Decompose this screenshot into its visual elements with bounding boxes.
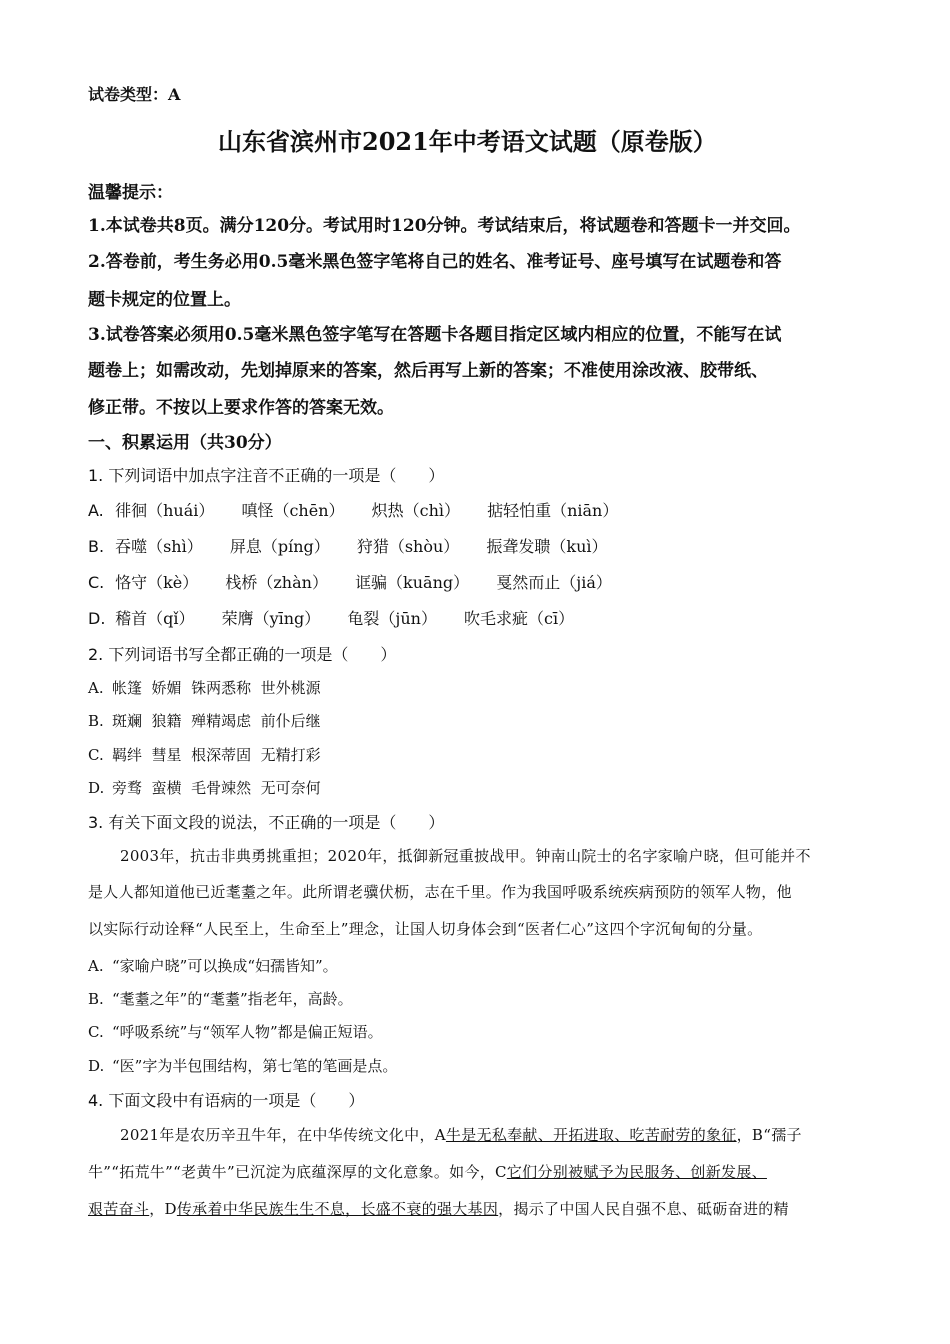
option-word: 嗔怪（chēn） [241, 501, 345, 520]
tip-line: 修正带。不按以上要求作答的答案无效。 [88, 398, 394, 418]
question-4-passage-line [120, 1124, 802, 1145]
option-label: A. [88, 679, 104, 697]
option-text: “医”字为半包围结构，第七笔的笔画是点。 [112, 1057, 398, 1075]
option-label: D. [88, 609, 106, 628]
option-word: 龟裂（jūn） [347, 609, 437, 628]
question-2-stem: 2. 下列词语书写全都正确的一项是（ ） [88, 645, 397, 664]
option-word: 吞噬（shì） [115, 537, 203, 556]
underlined-segment-d: 传承着中华民族生生不息，长盛不衰的强大基因 [176, 1200, 499, 1218]
tips-heading: 温馨提示： [88, 183, 173, 203]
underlined-segment-c: 艰苦奋斗 [88, 1200, 150, 1218]
underlined-segment-a: 牛是无私奉献、开拓进取、吃苦耐劳的象征 [445, 1126, 737, 1144]
tip-line: 题卡规定的位置上。 [88, 290, 241, 310]
passage-text: ，D [149, 1200, 177, 1218]
option-text: 斑斓 狼籍 殚精竭虑 前仆后继 [112, 712, 321, 730]
option-label: C. [88, 1023, 104, 1041]
option-word: 栈桥（zhàn） [225, 573, 328, 592]
page-title: 山东省滨州市2021年中考语文试题（原卷版） [218, 127, 717, 156]
paper-type: 试卷类型：A [88, 85, 181, 104]
option-word: 徘徊（huái） [115, 501, 215, 520]
question-3-passage-line: 2003年，抗击非典勇挑重担；2020年，抵御新冠重披战甲。钟南山院士的名字家喻户晓，但可能并不 [120, 847, 811, 865]
option-word: 戛然而止（jiá） [496, 573, 612, 592]
passage-text: ，揭示了中国人民自强不息、砥砺奋进的精 [498, 1200, 789, 1218]
question-2-option-d [88, 777, 321, 798]
option-label: B. [88, 537, 105, 556]
question-3-passage-line: 以实际行动诠释“人民至上，生命至上”理念，让国人切身体会到“医者仁心”这四个字沉甸甸的分量。 [88, 920, 763, 938]
question-3-option-c [88, 1021, 383, 1042]
passage-text: 牛”“拓荒牛”“老黄牛”已沉淀为底蕴深厚的文化意象。如今，C [88, 1163, 507, 1181]
option-word: 荣膺（yīng） [221, 609, 321, 628]
question-1-option-c [88, 570, 634, 593]
option-label: B. [88, 712, 104, 730]
question-4-passage-line [88, 1198, 789, 1219]
option-label: D. [88, 779, 105, 797]
question-3-passage-line: 是人人都知道他已近耄耋之年。此所谓老骥伏枥，志在千里。作为我国呼吸系统疾病预防的领军人物，他 [88, 883, 792, 901]
option-text: 羁绊 彗星 根深蒂固 无精打彩 [112, 746, 321, 764]
question-2-option-c [88, 744, 321, 765]
option-word: 吹毛求疵（cī） [464, 609, 575, 628]
question-4-stem: 4. 下面文段中有语病的一项是（ ） [88, 1091, 365, 1110]
option-text: 帐篷 娇媚 铢两悉称 世外桃源 [112, 679, 321, 697]
option-label: C. [88, 746, 104, 764]
passage-text: ，B“孺子 [736, 1126, 802, 1144]
option-text: “耄耋之年”的“耄耋”指老年，高龄。 [112, 990, 353, 1008]
option-label: D. [88, 1057, 105, 1075]
section-heading: 一、积累运用（共30分） [88, 433, 282, 453]
tip-line: 3.试卷答案必须用0.5毫米黑色签字笔写在答题卡各题目指定区域内相应的位置，不能写在试 [88, 325, 782, 345]
question-3-option-b [88, 988, 353, 1009]
question-3-stem: 3. 有关下面文段的说法，不正确的一项是（ ） [88, 813, 445, 832]
option-word: 恪守（kè） [115, 573, 199, 592]
question-1-option-b [88, 534, 630, 557]
question-1-stem: 1. 下列词语中加点字注音不正确的一项是（ ） [88, 466, 445, 485]
option-label: A. [88, 957, 104, 975]
passage-text: 2021年是农历辛丑牛年，在中华传统文化中，A [120, 1126, 446, 1144]
option-word: 屏息（píng） [229, 537, 330, 556]
option-text: “家喻户晓”可以换成“妇孺皆知”。 [112, 957, 338, 975]
option-label: B. [88, 990, 104, 1008]
option-text: “呼吸系统”与“领军人物”都是偏正短语。 [112, 1023, 383, 1041]
question-3-option-d [88, 1055, 397, 1076]
option-word: 稽首（qǐ） [115, 609, 195, 628]
tip-line: 题卷上；如需改动，先划掉原来的答案，然后再写上新的答案；不准使用涂改液、胶带纸、 [88, 361, 768, 381]
question-2-option-a [88, 677, 321, 698]
option-word: 诓骗（kuāng） [355, 573, 470, 592]
question-4-passage-line [88, 1161, 767, 1182]
question-1-option-d [88, 606, 596, 629]
underlined-segment-c: 它们分别被赋予为民服务、创新发展、 [506, 1163, 767, 1181]
option-label: A. [88, 501, 104, 520]
option-label: C. [88, 573, 105, 592]
option-word: 掂轻怕重（niān） [487, 501, 619, 520]
option-word: 炽热（chì） [371, 501, 460, 520]
option-text: 旁骛 蛮横 毛骨竦然 无可奈何 [112, 779, 321, 797]
question-2-option-b [88, 710, 321, 731]
option-word: 狩猎（shòu） [356, 537, 460, 556]
question-3-option-a [88, 955, 338, 976]
question-1-option-a [88, 498, 640, 521]
option-word: 振聋发聩（kuì） [486, 537, 608, 556]
tip-line: 2.答卷前，考生务必用0.5毫米黑色签字笔将自己的姓名、准考证号、座号填写在试题卷和答 [88, 252, 782, 272]
tip-line: 1.本试卷共8页。满分120分。考试用时120分钟。考试结束后，将试题卷和答题卡一并交回。 [88, 216, 801, 236]
